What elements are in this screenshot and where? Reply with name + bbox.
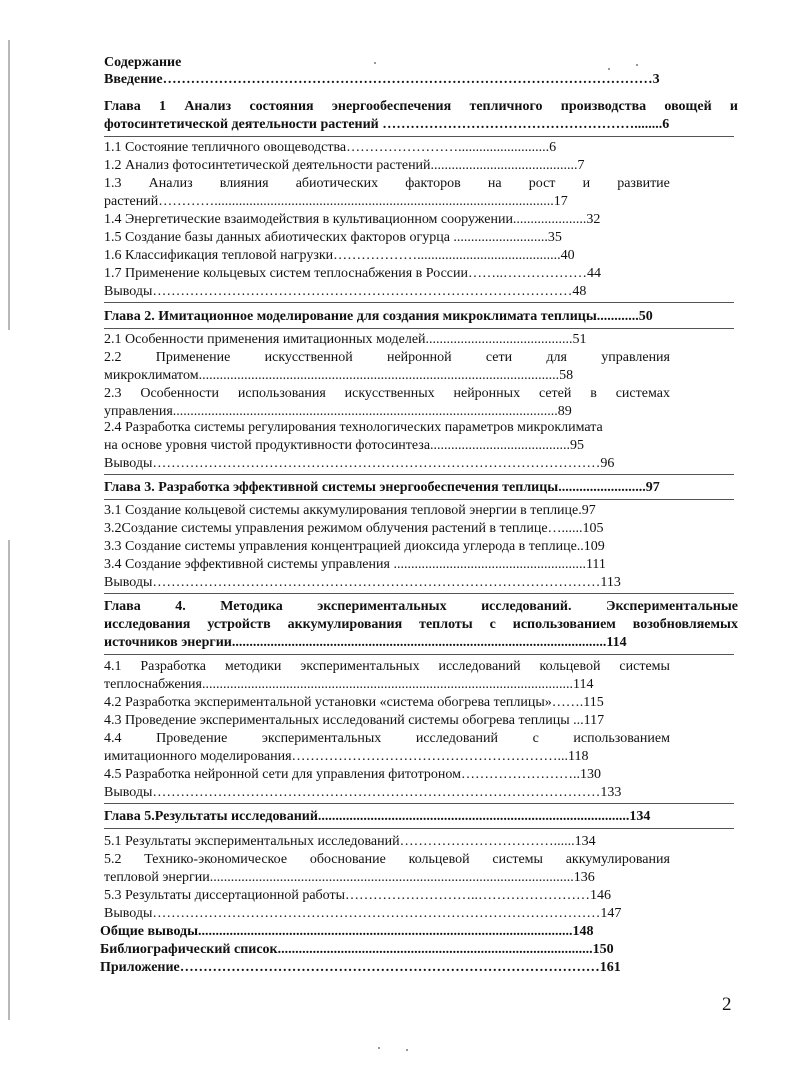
- toc-entry: 1.4 Энергетические взаимодействия в культивационном сооружении.....................32: [104, 212, 601, 227]
- toc-entry-bibliography: Библиографический список..........................................................................................150: [100, 942, 614, 957]
- toc-entry: 4.5 Разработка нейронной сети для управления фитотроном……………………..130: [104, 767, 601, 782]
- toc-entry-cont: теплоснабжения..........................................................................................................114: [104, 677, 594, 692]
- toc-entry: 4.4 Проведение экспериментальных исследований с использованием: [104, 731, 670, 746]
- toc-entry: 4.2 Разработка экспериментальной установки «система обогрева теплицы»…….115: [104, 695, 604, 710]
- divider: [104, 499, 734, 500]
- toc-entry: 1.6 Классификация тепловой нагрузки……………….........................................40: [104, 248, 575, 263]
- scan-artifact: [8, 40, 10, 330]
- toc-entry: Выводы……………………………………………………………………………………96: [104, 456, 615, 471]
- chapter-4-heading-cont: источников энергии...........................................................................................................114: [104, 635, 627, 650]
- divider: [104, 654, 734, 655]
- toc-entry: 4.3 Проведение экспериментальных исследований системы обогрева теплицы ...117: [104, 713, 605, 728]
- scan-artifact: [8, 540, 10, 1020]
- chapter-1-heading: Глава 1 Анализ состояния энергообеспечения тепличного производства овощей и: [104, 99, 738, 114]
- divider: [104, 328, 734, 329]
- toc-entry: 2.4 Разработка системы регулирования технологических параметров микроклимата: [104, 420, 603, 435]
- page-number: 2: [722, 994, 732, 1015]
- toc-entry-appendix: Приложение………………………………………………………………………………161: [100, 960, 621, 975]
- toc-entry: 2.3 Особенности использования искусственных нейронных сетей в системах: [104, 386, 670, 401]
- chapter-5-heading: Глава 5.Результаты исследований.........................................................................................134: [104, 809, 651, 824]
- divider: [104, 136, 734, 137]
- toc-entry: Выводы……………………………………………………………………………………133: [104, 785, 622, 800]
- toc-title: Содержание: [104, 55, 182, 70]
- toc-entry-cont: микроклиматом.......................................................................................................58: [104, 368, 574, 383]
- scan-speck: [378, 1047, 380, 1049]
- toc-entry-cont: имитационного моделирования…………………………………………………...118: [104, 749, 589, 764]
- toc-entry: 4.1 Разработка методики экспериментальных исследований кольцевой системы: [104, 659, 670, 674]
- divider: [104, 828, 734, 829]
- divider: [104, 803, 734, 804]
- toc-entry: 3.2Создание системы управления режимом облучения растений в теплице…......105: [104, 521, 604, 536]
- divider: [104, 593, 734, 594]
- divider: [104, 302, 734, 303]
- chapter-1-heading-cont: фотосинтетической деятельности растений ………………………………………………........6: [104, 117, 670, 132]
- chapter-4-heading: Глава 4. Методика экспериментальных исследований. Экспериментальные: [104, 599, 738, 614]
- divider: [104, 474, 734, 475]
- toc-entry: 2.2 Применение искусственной нейронной сети для управления: [104, 350, 670, 365]
- toc-entry: 2.1 Особенности применения имитационных моделей..........................................51: [104, 332, 587, 347]
- toc-entry: 1.1 Состояние тепличного овощеводства……………………..........................6: [104, 140, 557, 155]
- toc-entry: 5.3 Результаты диссертационной работы………………………..……………………146: [104, 888, 611, 903]
- toc-entry: 5.2 Технико-экономическое обоснование кольцевой системы аккумулирования: [104, 852, 670, 867]
- toc-entry-intro: Введение……………………………………………………………………………………………3: [104, 72, 660, 87]
- toc-entry: Выводы……………………………………………………………………………………147: [104, 906, 622, 921]
- toc-entry-general-conclusions: Общие выводы...........................................................................................................148: [100, 924, 594, 939]
- toc-entry: Выводы……………………………………………………………………………………113: [104, 575, 621, 590]
- chapter-2-heading: Глава 2. Имитационное моделирование для создания микроклимата теплицы............50: [104, 309, 653, 324]
- toc-entry: 1.7 Применение кольцевых систем теплоснабжения в России……..………………44: [104, 266, 601, 281]
- toc-entry-cont: тепловой энергии........................................................................................................136: [104, 870, 595, 885]
- toc-entry: 5.1 Результаты экспериментальных исследований……………………………......134: [104, 834, 596, 849]
- toc-entry-cont: управления..............................................................................................................89: [104, 404, 572, 419]
- toc-entry: 3.4 Создание эффективной системы управления .......................................................111: [104, 557, 606, 572]
- toc-entry-cont: растений………….................................................................................................17: [104, 194, 568, 209]
- toc-entry: 1.5 Создание базы данных абиотических факторов огурца ...........................35: [104, 230, 562, 245]
- toc-entry: 3.3 Создание системы управления концентрацией диоксида углерода в теплице..109: [104, 539, 605, 554]
- chapter-4-heading-cont: исследования устройств аккумулирования теплоты с использованием возобновляемых: [104, 617, 738, 632]
- toc-entry-cont: на основе уровня чистой продуктивности фотосинтеза........................................95: [104, 438, 585, 453]
- toc-entry: 1.2 Анализ фотосинтетической деятельности растений..........................................7: [104, 158, 585, 173]
- toc-entry: 3.1 Создание кольцевой системы аккумулирования тепловой энергии в теплице.97: [104, 503, 596, 518]
- toc-entry: Выводы………………………………………………………………………………48: [104, 284, 587, 299]
- toc-entry: 1.3 Анализ влияния абиотических факторов на рост и развитие: [104, 176, 670, 191]
- scan-speck: [406, 1049, 408, 1051]
- chapter-3-heading: Глава 3. Разработка эффективной системы энергообеспечения теплицы.........................97: [104, 480, 660, 495]
